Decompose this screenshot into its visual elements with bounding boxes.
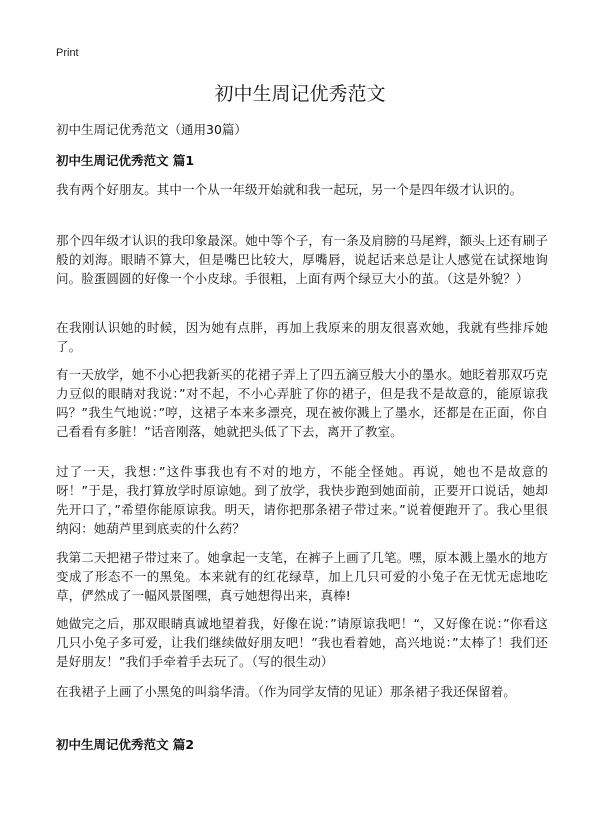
paragraph-8: 在我裙子上画了小黑兔的叫翁华清。（作为同学友情的见证）那条裙子我还保留着。 <box>56 684 516 699</box>
paragraph-1: 我有两个好朋友。其中一个从一年级开始就和我一起玩，另一个是四年级才认识的。 <box>56 182 523 197</box>
section-heading-2: 初中生周记优秀范文 篇2 <box>56 737 195 752</box>
section-heading-1: 初中生周记优秀范文 篇1 <box>56 153 195 168</box>
paragraph-7: 她做完之后，那双眼睛真诚地望着我，好像在说：”请原谅我吧！“，又好像在说：”你看这几只小兔子多可爱，让我们继续做好朋友吧！”我也看着她，高兴地说：”太棒了！我们还是好朋友！”我们手牵着手去玩了。（写的很生动） <box>56 616 548 669</box>
print-label[interactable]: Print <box>56 47 79 59</box>
paragraph-6: 我第二天把裙子带过来了。她拿起一支笔，在裤子上画了几笔。嘿，原本溅上墨水的地方变成了形态不一的黑兔。本来就有的红花绿草，加上几只可爱的小兔子在无忧无虑地吃草，俨然成了一幅风景图嘿，真亏她想得出来，真棒! <box>56 550 548 603</box>
paragraph-5: 过了一天，我想：”这件事我也有不对的地方，不能全怪她。再说，她也不是故意的呀！”于是，我打算放学时原谅她。到了放学，我快步跑到她面前，正要开口说话，她却先开口了，”希望你能原谅我。明天，请你把那条裙子带过来。”说着便跑开了。我心里很纳闷：她葫芦里到底卖的什么药？ <box>56 464 548 536</box>
paragraph-4: 有一天放学，她不小心把我新买的花裙子弄上了四五滴豆般大小的墨水。她眨着那双巧克力豆似的眼睛对我说：”对不起，不小心弄脏了你的裙子，但是我不是故意的，能原谅我吗？”我生气地说：”哼，这裙子本来多漂亮，现在被你溅上了墨水，还都是在正面，你自己看看有多脏！”话音刚落，她就把头低了下去，离开了教室。 <box>56 367 548 439</box>
paragraph-3: 在我刚认识她的时候，因为她有点胖，再加上我原来的朋友很喜欢她，我就有些排斥她了。 <box>56 320 548 354</box>
paragraph-2: 那个四年级才认识的我印象最深。她中等个子，有一条及肩膀的马尾辫，额头上还有刷子般的刘海。眼睛不算大，但是嘴巴比较大，厚嘴唇，说起话来总是让人感觉在试探地询问。脸蛋圆圆的好像一个小皮球。手很粗，上面有两个绿豆大小的茧。（这是外貌？） <box>56 233 548 286</box>
page-title: 初中生周记优秀范文 <box>214 83 386 105</box>
document-subtitle: 初中生周记优秀范文（通用30篇） <box>56 122 247 137</box>
